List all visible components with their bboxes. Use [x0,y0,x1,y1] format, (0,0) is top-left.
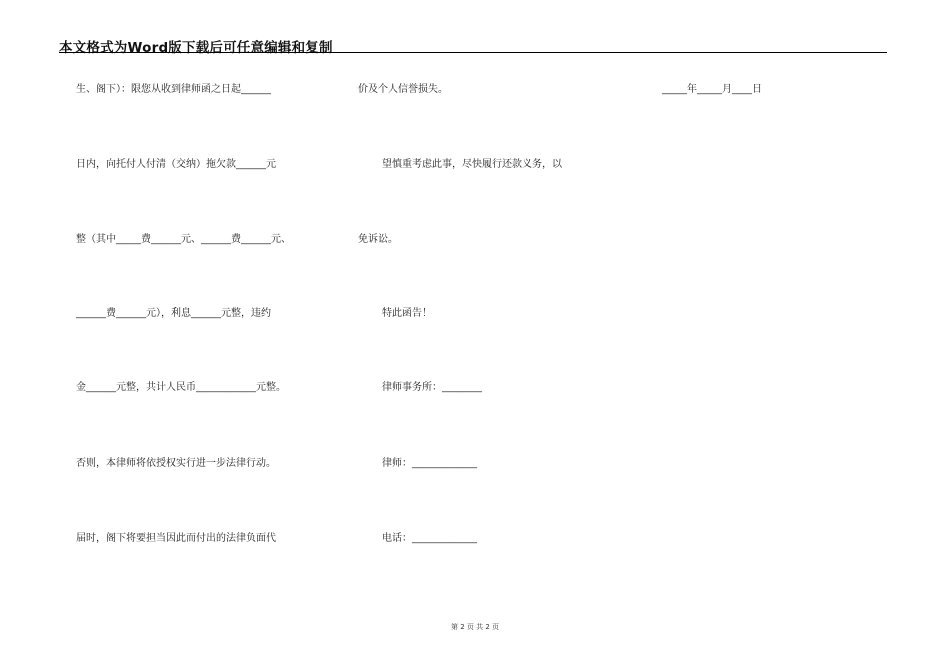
middle-line-2: 望慎重考虑此事，尽快履行还款义务，以 [382,159,562,170]
left-line-5: 金______元整，共计人民币____________元整。 [76,382,286,393]
left-line-6: 否则，本律师将依授权实行进一步法律行动。 [76,458,276,469]
document-header-title: 本文格式为Word版下载后可任意编辑和复制 [59,40,333,56]
header-rule [59,52,887,53]
middle-line-4: 特此函告！ [382,308,432,319]
left-line-1: 生、阁下）：限您从收到律师函之日起______ [76,84,271,95]
law-firm-field: 律师事务所：________ [382,382,482,393]
date-line: _____年_____月____日 [662,84,762,95]
left-line-3: 整（其中_____费______元、______费______元、 [76,234,291,245]
page-number: 第 2 页 共 2 页 [450,623,500,631]
left-line-4: ______费______元），利息______元整，违约 [76,308,271,319]
middle-line-3: 免诉讼。 [358,234,398,245]
lawyer-field: 律师：_____________ [382,458,477,469]
middle-line-1: 价及个人信誉损失。 [358,84,448,95]
left-line-7: 届时，阁下将要担当因此而付出的法律负面代 [76,533,276,544]
phone-field: 电话：_____________ [382,533,477,544]
left-line-2: 日内，向托付人付清（交纳）拖欠款______元 [76,159,276,170]
